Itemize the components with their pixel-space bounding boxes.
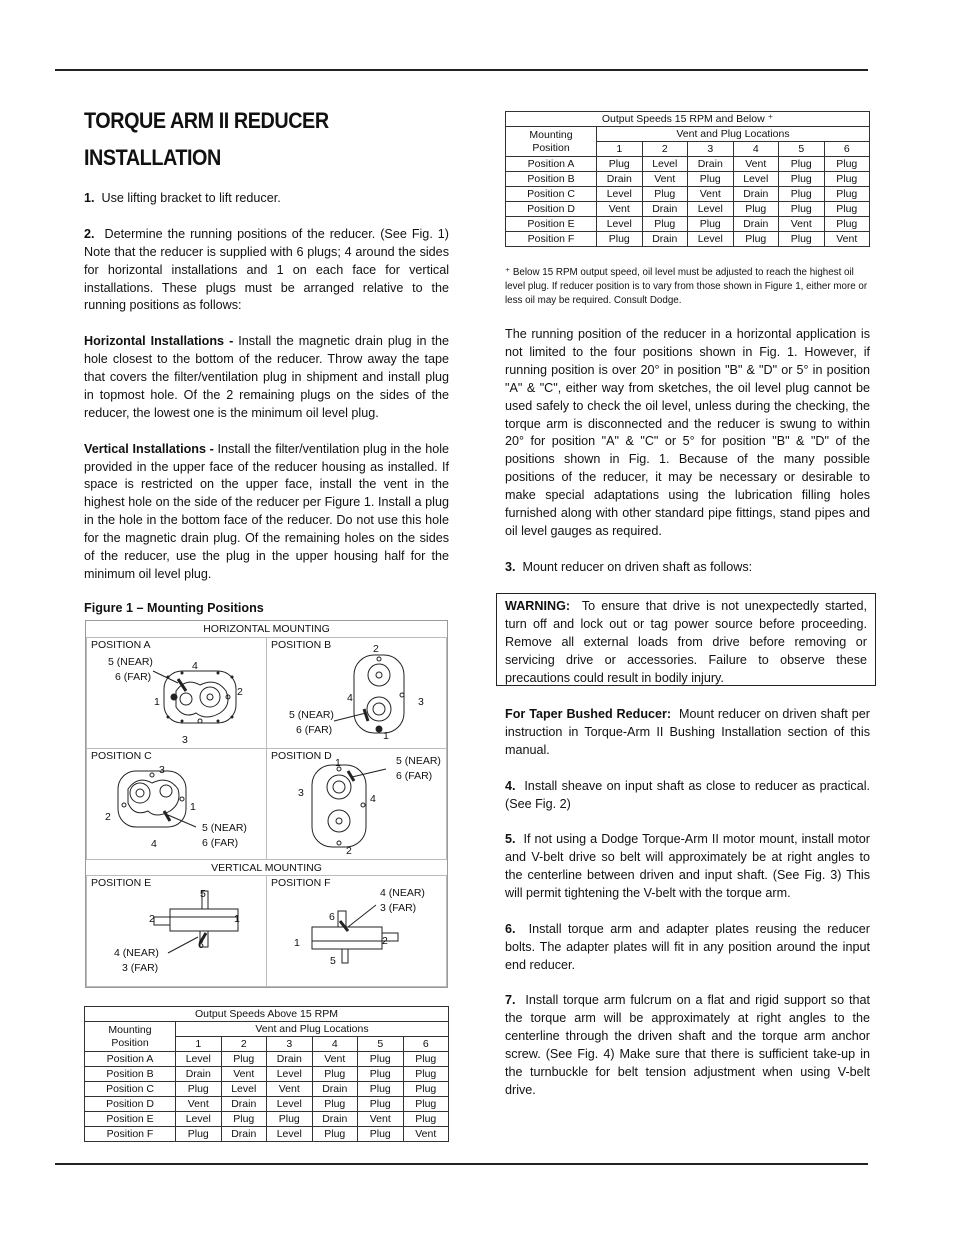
table-cell: Vent (642, 172, 688, 187)
row-position: Position B (506, 172, 597, 187)
b-3: 3 (418, 696, 424, 708)
table-cell: Plug (403, 1097, 449, 1112)
d-3: 3 (298, 787, 304, 799)
table-cell: Drain (312, 1082, 358, 1097)
leader-e (168, 937, 198, 953)
table-cell: Drain (597, 172, 643, 187)
f-1: 1 (294, 937, 300, 949)
row-position: Position C (506, 187, 597, 202)
column-header: 5 (779, 142, 825, 157)
table-cell: Plug (824, 187, 870, 202)
column-header: 4 (312, 1037, 358, 1052)
table-row (506, 172, 870, 187)
table-cell: Plug (312, 1067, 358, 1082)
table-cell: Level (597, 187, 643, 202)
left-column (84, 190, 449, 602)
table-row (85, 1112, 449, 1127)
table-cell: Plug (221, 1112, 267, 1127)
table-cell: Level (176, 1112, 222, 1127)
f-3-far: 3 (FAR) (380, 902, 417, 914)
column-header: 2 (221, 1037, 267, 1052)
table-cell: Vent (403, 1127, 449, 1142)
table-cell: Plug (779, 157, 825, 172)
table-cell: Drain (688, 157, 734, 172)
table-cell: Plug (642, 217, 688, 232)
table-cell: Plug (358, 1067, 404, 1082)
label-position-e: POSITION E (91, 877, 152, 889)
row-position: Position B (85, 1067, 176, 1082)
table-cell: Plug (597, 157, 643, 172)
table-cell: Plug (779, 202, 825, 217)
c-6-far: 6 (FAR) (202, 837, 239, 849)
table-cell: Level (267, 1067, 313, 1082)
table-cell: Drain (221, 1097, 267, 1112)
table-cell: Drain (221, 1127, 267, 1142)
e-3-far: 3 (FAR) (122, 962, 159, 974)
a-1: 1 (154, 696, 160, 708)
table-row (506, 187, 870, 202)
table-cell: Level (597, 217, 643, 232)
table-cell: Plug (176, 1127, 222, 1142)
table-cell: Drain (267, 1052, 313, 1067)
table-cell: Plug (358, 1127, 404, 1142)
table-cell: Plug (358, 1082, 404, 1097)
table-cell: Vent (221, 1067, 267, 1082)
e-1: 1 (234, 913, 240, 925)
mounting-position-header: Mounting Position (85, 1022, 176, 1052)
reducer-drawing-a (164, 671, 236, 723)
table-cell: Plug (824, 157, 870, 172)
e-2: 2 (149, 913, 155, 925)
row-position: Position C (85, 1082, 176, 1097)
group-header: Vent and Plug Locations (176, 1022, 449, 1037)
table-caption: Output Speeds 15 RPM and Below ⁺ (506, 112, 870, 127)
step-1: 1. Use lifting bracket to lift reducer. (84, 191, 281, 205)
c-2: 2 (105, 811, 111, 823)
table-cell: Drain (733, 217, 779, 232)
table-cell: Plug (221, 1052, 267, 1067)
table-row (85, 1097, 449, 1112)
label-position-d: POSITION D (271, 750, 332, 762)
figure-1-mounting-positions (85, 620, 448, 988)
table-cell: Vent (176, 1097, 222, 1112)
f-2: 2 (382, 935, 388, 947)
table-above-15rpm (84, 1006, 449, 1142)
column-header: 6 (824, 142, 870, 157)
running-position-paragraph: The running position of the reducer in a horizontal application is not limited to the four positions shown in Fig. 1. However, if running position is over 20° in position "B" & "D" or 5° in position "A" & "C", either way from sketches, the oil level plug cannot be used safely to check the oil level, unless during the checking, the torque arm is disconnected and the reducer is swung to within 20° for position "A" & "C" or 5° for position "B" & "D" of the positions shown in Fig. 1. Because of the many possible positions of the reducer, it may be necessary or desirable to make special adaptations using the lubrication filling holes furnished along with other standard pipe fittings, stand pipes and oil level gauges as required. (505, 327, 870, 538)
table-cell: Plug (688, 217, 734, 232)
row-position: Position A (85, 1052, 176, 1067)
table-cell: Vent (779, 217, 825, 232)
table-cell: Plug (597, 232, 643, 247)
column-header: 1 (176, 1037, 222, 1052)
label-position-f: POSITION F (271, 877, 331, 889)
page-title-line2: INSTALLATION (84, 145, 221, 170)
e-4-near: 4 (NEAR) (114, 947, 159, 959)
vertical-mounting-header: VERTICAL MOUNTING (211, 862, 322, 874)
table-cell: Drain (733, 187, 779, 202)
label-position-b: POSITION B (271, 639, 332, 651)
b-5-near: 5 (NEAR) (289, 709, 334, 721)
a-2: 2 (237, 686, 243, 698)
label-position-c: POSITION C (91, 750, 152, 762)
horizontal-installations: Horizontal Installations - Install the magnetic drain plug in the hole closest to the bottom of the reducer. Throw away the tape that covers the filter/ventilation plug in shipment and install plug in topmost hole. Of the 2 remaining plugs on the sides of the reducer, the lowest one is the minimum oil level plug. (84, 334, 449, 420)
table-row (85, 1082, 449, 1097)
step-6: 6. Install torque arm and adapter plates reusing the reducer bolts. The adapter plates will fit in any position around the input end reducer. (505, 921, 871, 972)
column-header: 4 (733, 142, 779, 157)
table-cell: Plug (779, 187, 825, 202)
reducer-drawing-d (312, 765, 366, 847)
leader-b (334, 713, 366, 721)
step-4: 4. Install sheave on input shaft as close to reducer as practical. (See Fig. 2) (505, 778, 871, 811)
table-15rpm-and-below (505, 111, 870, 247)
page-title-line1: TORQUE ARM II REDUCER (84, 108, 329, 133)
table-row (85, 1052, 449, 1067)
d-6-far: 6 (FAR) (396, 770, 433, 782)
label-position-a: POSITION A (91, 639, 151, 651)
c-5-near: 5 (NEAR) (202, 822, 247, 834)
f-6: 6 (329, 911, 335, 923)
table-cell: Level (688, 232, 734, 247)
row-position: Position D (506, 202, 597, 217)
group-header: Vent and Plug Locations (597, 127, 870, 142)
d-1: 1 (335, 757, 341, 769)
table-cell: Drain (312, 1112, 358, 1127)
b-6-far: 6 (FAR) (296, 724, 333, 736)
b-1: 1 (383, 730, 389, 742)
table-cell: Level (642, 157, 688, 172)
table-cell: Vent (688, 187, 734, 202)
column-header: 3 (688, 142, 734, 157)
table-cell: Level (267, 1097, 313, 1112)
f-4-near: 4 (NEAR) (380, 887, 425, 899)
table-cell: Plug (358, 1052, 404, 1067)
table-cell: Plug (403, 1052, 449, 1067)
b-4: 4 (347, 692, 353, 704)
leader-c (168, 815, 196, 827)
a-3: 3 (182, 734, 188, 746)
table-cell: Plug (779, 232, 825, 247)
footnote-below-15rpm: ⁺ Below 15 RPM output speed, oil level must be adjusted to reach the highest oil level plug. If reducer position is to vary from those shown in Figure 1, either more or less oil may be required. Consult Dodge. (505, 267, 868, 306)
bottom-rule (55, 1163, 868, 1165)
leader-f (348, 905, 376, 927)
row-position: Position A (506, 157, 597, 172)
column-header: 6 (403, 1037, 449, 1052)
row-position: Position F (85, 1127, 176, 1142)
right-column-top (505, 326, 870, 595)
table-cell: Level (733, 172, 779, 187)
reducer-drawing-b (354, 655, 404, 733)
row-position: Position E (85, 1112, 176, 1127)
c-4: 4 (151, 838, 157, 850)
table-cell: Vent (733, 157, 779, 172)
mounting-position-header: Mounting Position (506, 127, 597, 157)
table-cell: Plug (824, 217, 870, 232)
table-row (506, 202, 870, 217)
figure-1-title: Figure 1 – Mounting Positions (84, 601, 264, 615)
table-cell: Plug (824, 172, 870, 187)
table-cell: Plug (403, 1082, 449, 1097)
a-6-far: 6 (FAR) (115, 671, 152, 683)
f-5: 5 (330, 955, 336, 967)
table-cell: Plug (824, 202, 870, 217)
table-cell: Drain (642, 232, 688, 247)
table-cell: Vent (824, 232, 870, 247)
column-header: 1 (597, 142, 643, 157)
step-5: 5. If not using a Dodge Torque-Arm II motor mount, install motor and V-belt drive so belt will approximately be at right angles to the centerline between driven and input shaft. (See Fig. 3) This will permit tightening the V-belt with the torque arm. (505, 832, 871, 901)
table-caption: Output Speeds Above 15 RPM (85, 1007, 449, 1022)
leader-d (352, 769, 386, 777)
row-position: Position D (85, 1097, 176, 1112)
table-row (85, 1127, 449, 1142)
table-cell: Vent (312, 1052, 358, 1067)
row-position: Position E (506, 217, 597, 232)
column-header: 2 (642, 142, 688, 157)
table-row (506, 232, 870, 247)
e-5: 5 (200, 888, 206, 900)
step-7: 7. Install torque arm fulcrum on a flat and rigid support so that the torque arm will be approximately at right angles to the centerline through the driven shaft and the torque arm anchor screw. (See Fig. 4) Make sure that there is sufficient take-up in the turnbuckle for belt tension adjustment when using V-belt drive. (505, 993, 870, 1097)
table-row (506, 217, 870, 232)
table-cell: Plug (312, 1127, 358, 1142)
table-cell: Plug (267, 1112, 313, 1127)
c-3: 3 (159, 764, 165, 776)
table-cell: Plug (312, 1097, 358, 1112)
horizontal-mounting-header: HORIZONTAL MOUNTING (203, 623, 330, 635)
table-cell: Plug (176, 1082, 222, 1097)
table-cell: Vent (358, 1112, 404, 1127)
table-cell: Level (688, 202, 734, 217)
d-4: 4 (370, 793, 376, 805)
table-cell: Vent (597, 202, 643, 217)
d-5-near: 5 (NEAR) (396, 755, 441, 767)
e-6: 6 (198, 939, 204, 951)
step-3: 3. Mount reducer on driven shaft as follows: (505, 559, 753, 574)
warning-box: WARNING: To ensure that drive is not unexpectedly started, turn off and lock out or tag power source before proceeding. Remove all external loads from drive before removing or servicing drive or accessories. Failure to observe these precautions could result in bodily injury. (496, 593, 876, 686)
table-cell: Level (221, 1082, 267, 1097)
a-5-near: 5 (NEAR) (108, 656, 153, 668)
table-cell: Vent (267, 1082, 313, 1097)
table-cell: Level (267, 1127, 313, 1142)
table-cell: Plug (688, 172, 734, 187)
table-cell: Plug (358, 1097, 404, 1112)
column-header: 3 (267, 1037, 313, 1052)
taper-bushed-reducer: For Taper Bushed Reducer: Mount reducer on driven shaft per instruction in Torque-Arm II Bushing Installation section of this manual. (505, 707, 870, 757)
b-2: 2 (373, 643, 379, 655)
table-cell: Plug (642, 187, 688, 202)
row-position: Position F (506, 232, 597, 247)
vertical-installations: Vertical Installations - Install the filter/ventilation plug in the hole provided in the upper face of the reducer housing as installed. If space is restricted on the upper face, install the vent in the highest hole on the side of the reducer per Figure 1. Install a plug in the hole in the bottom face of the reducer. Do not use this hole for the magnetic drain plug. Of the remaining holes on the sides of the reducer, use the plug in the upper housing half for the minimum oil level plug. (84, 441, 449, 581)
table-cell: Plug (779, 172, 825, 187)
step-2: 2. Determine the running positions of the reducer. (See Fig. 1) Note that the reducer is supplied with 6 plugs; 4 around the sides for horizontal installations and 1 on each face for vertical installations. These plugs must be arranged relative to the running positions as follows: (84, 226, 449, 313)
table-row (85, 1067, 449, 1082)
table-cell: Plug (733, 232, 779, 247)
right-column-bottom (505, 706, 870, 1118)
table-cell: Drain (176, 1067, 222, 1082)
column-header: 5 (358, 1037, 404, 1052)
table-cell: Plug (733, 202, 779, 217)
table-cell: Level (176, 1052, 222, 1067)
c-1: 1 (190, 801, 196, 813)
table-row (506, 157, 870, 172)
table-cell: Drain (642, 202, 688, 217)
table-cell: Plug (403, 1112, 449, 1127)
top-rule (55, 69, 868, 71)
d-2: 2 (346, 845, 352, 857)
table-cell: Plug (403, 1067, 449, 1082)
a-4: 4 (192, 660, 198, 672)
